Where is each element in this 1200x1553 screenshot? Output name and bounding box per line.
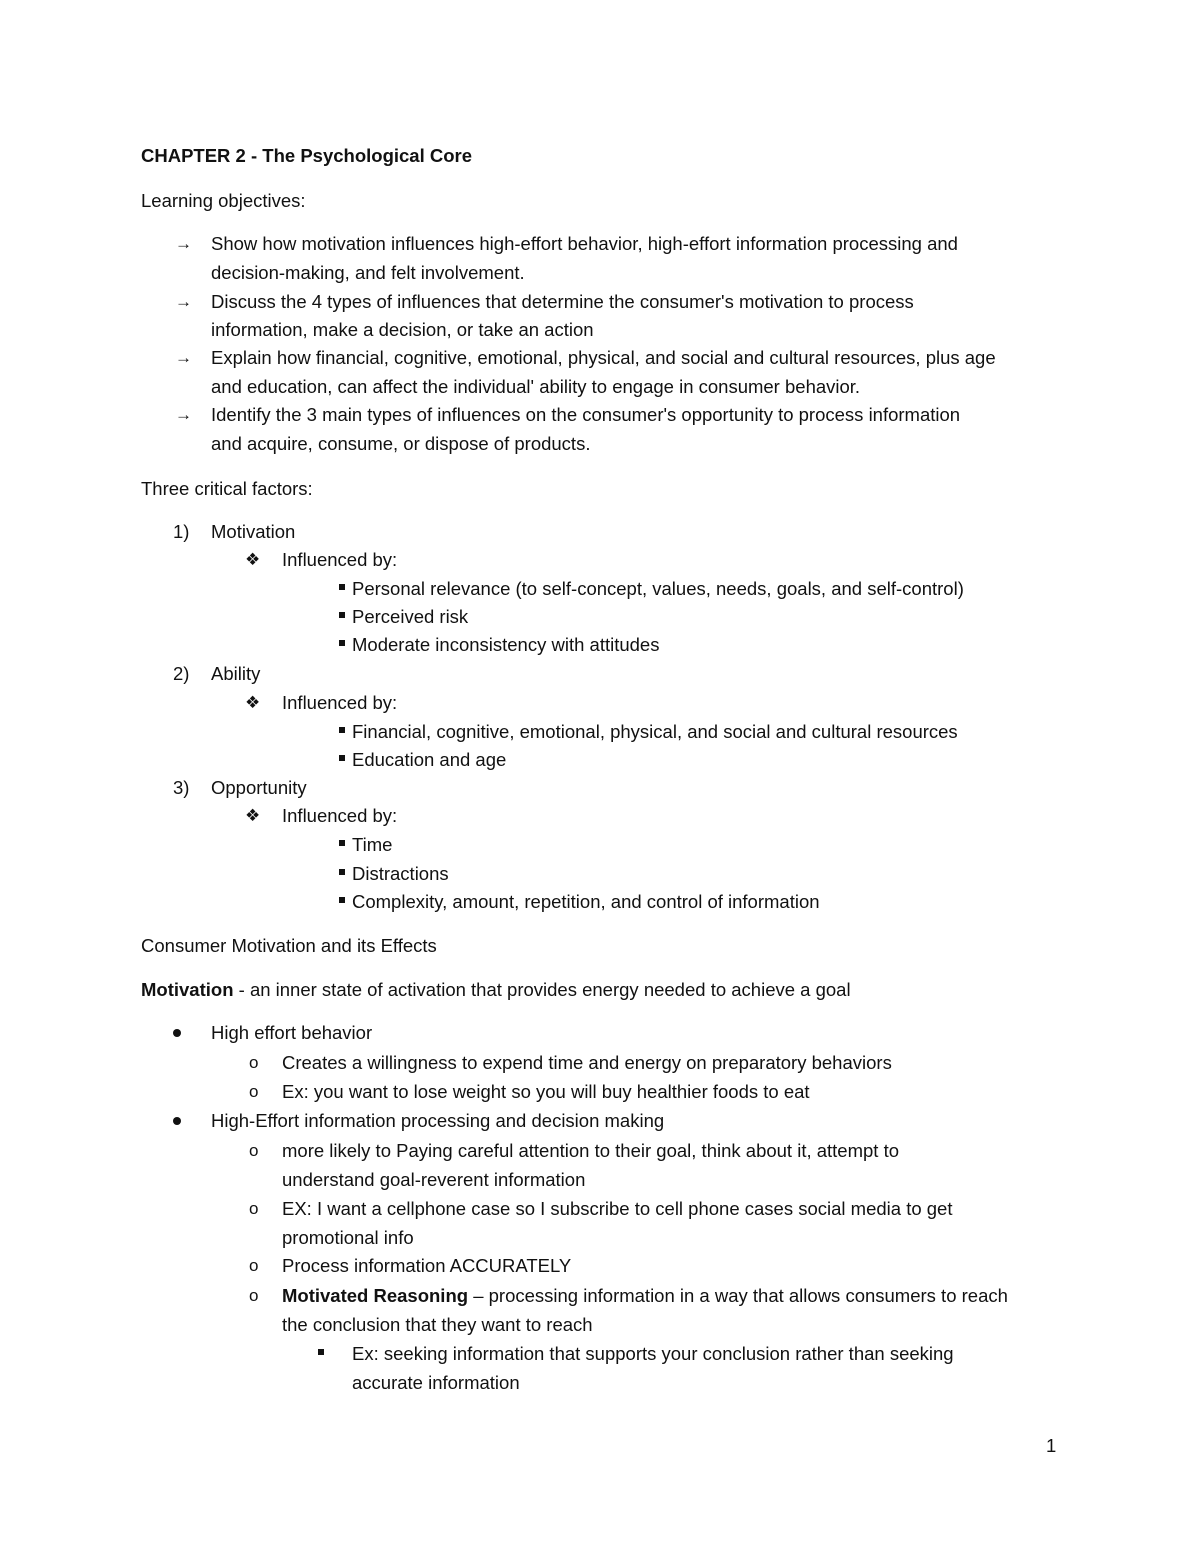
square-bullet-icon bbox=[339, 584, 345, 590]
factor-number: 3) bbox=[173, 777, 190, 798]
sub-list-item: understand goal-reverent information bbox=[282, 1169, 586, 1190]
factor-sub-label: Influenced by: bbox=[282, 549, 398, 570]
sub-list-item: EX: I want a cellphone case so I subscribe to cell phone cases social media to get bbox=[282, 1198, 953, 1219]
circle-bullet-icon: o bbox=[249, 1286, 259, 1305]
sub-list-item: Process information ACCURATELY bbox=[282, 1255, 572, 1276]
factor-point: Financial, cognitive, emotional, physical, and social and cultural resources bbox=[352, 721, 958, 742]
sub-list-item: promotional info bbox=[282, 1227, 414, 1248]
bullet-dot-icon bbox=[173, 1029, 181, 1037]
objective-line: and education, can affect the individual' ability to engage in consumer behavior. bbox=[211, 376, 861, 397]
objective-line: Discuss the 4 types of influences that determine the consumer's motivation to process bbox=[211, 291, 914, 312]
critical-factors-label: Three critical factors: bbox=[141, 478, 313, 499]
definition-text: - an inner state of activation that provides energy needed to achieve a goal bbox=[233, 979, 851, 1000]
objective-line: Explain how financial, cognitive, emotional, physical, and social and cultural resources, plus age bbox=[211, 347, 996, 368]
objective-line: decision-making, and felt involvement. bbox=[211, 262, 525, 283]
circle-bullet-icon: o bbox=[249, 1256, 259, 1275]
square-bullet-icon bbox=[339, 897, 345, 903]
list-item: High-Effort information processing and decision making bbox=[211, 1110, 665, 1131]
diamond-bullet-icon: ❖ bbox=[245, 550, 261, 569]
square-bullet-icon bbox=[339, 869, 345, 875]
square-bullet-icon bbox=[318, 1349, 324, 1355]
square-bullet-icon bbox=[339, 840, 345, 846]
factor-point: Moderate inconsistency with attitudes bbox=[352, 634, 660, 655]
factor-number: 2) bbox=[173, 663, 190, 684]
definition-term: Motivation bbox=[141, 979, 234, 1000]
list-item: High effort behavior bbox=[211, 1022, 373, 1043]
arrow-icon: → bbox=[175, 234, 192, 253]
arrow-icon: → bbox=[175, 348, 192, 367]
factor-point: Time bbox=[352, 834, 393, 855]
arrow-icon: → bbox=[175, 292, 192, 311]
learning-objectives-label: Learning objectives: bbox=[141, 190, 306, 211]
sub-list-item: the conclusion that they want to reach bbox=[282, 1314, 593, 1335]
diamond-bullet-icon: ❖ bbox=[245, 693, 261, 712]
sub-list-item: Creates a willingness to expend time and energy on preparatory behaviors bbox=[282, 1052, 892, 1073]
square-bullet-icon bbox=[339, 755, 345, 761]
circle-bullet-icon: o bbox=[249, 1141, 259, 1160]
bullet-dot-icon bbox=[173, 1117, 181, 1125]
factor-sub-label: Influenced by: bbox=[282, 805, 398, 826]
sub-sub-list-item: accurate information bbox=[352, 1372, 520, 1393]
circle-bullet-icon: o bbox=[249, 1082, 259, 1101]
factor-point: Perceived risk bbox=[352, 606, 469, 627]
factor-point: Complexity, amount, repetition, and control of information bbox=[352, 891, 820, 912]
sub-list-item: Ex: you want to lose weight so you will buy healthier foods to eat bbox=[282, 1081, 810, 1102]
sub-list-item bbox=[282, 1284, 1008, 1308]
factor-point: Distractions bbox=[352, 863, 449, 884]
circle-bullet-icon: o bbox=[249, 1199, 259, 1218]
factor-name: Opportunity bbox=[211, 777, 307, 798]
motivation-definition bbox=[141, 978, 851, 1002]
diamond-bullet-icon: ❖ bbox=[245, 806, 261, 825]
sub-list-item: more likely to Paying careful attention to their goal, think about it, attempt to bbox=[282, 1140, 900, 1161]
factor-name: Ability bbox=[211, 663, 261, 684]
circle-bullet-icon: o bbox=[249, 1053, 259, 1072]
factor-number: 1) bbox=[173, 521, 190, 542]
objective-line: and acquire, consume, or dispose of products. bbox=[211, 433, 591, 454]
section-heading: Consumer Motivation and its Effects bbox=[141, 935, 437, 956]
motivated-reasoning-term: Motivated Reasoning bbox=[282, 1285, 469, 1306]
motivated-reasoning-text: – processing information in a way that allows consumers to reach bbox=[468, 1285, 1008, 1306]
arrow-icon: → bbox=[175, 405, 192, 424]
factor-point: Education and age bbox=[352, 749, 507, 770]
factor-sub-label: Influenced by: bbox=[282, 692, 398, 713]
square-bullet-icon bbox=[339, 612, 345, 618]
page-number: 1 bbox=[1046, 1435, 1057, 1456]
factor-point: Personal relevance (to self-concept, values, needs, goals, and self-control) bbox=[352, 578, 964, 599]
square-bullet-icon bbox=[339, 640, 345, 646]
objective-line: Show how motivation influences high-effort behavior, high-effort information processing and bbox=[211, 233, 958, 254]
chapter-title: CHAPTER 2 - The Psychological Core bbox=[141, 145, 473, 166]
factor-name: Motivation bbox=[211, 521, 296, 542]
sub-sub-list-item: Ex: seeking information that supports your conclusion rather than seeking bbox=[352, 1343, 954, 1364]
objective-line: information, make a decision, or take an action bbox=[211, 319, 594, 340]
objective-line: Identify the 3 main types of influences on the consumer's opportunity to process information bbox=[211, 404, 961, 425]
square-bullet-icon bbox=[339, 727, 345, 733]
